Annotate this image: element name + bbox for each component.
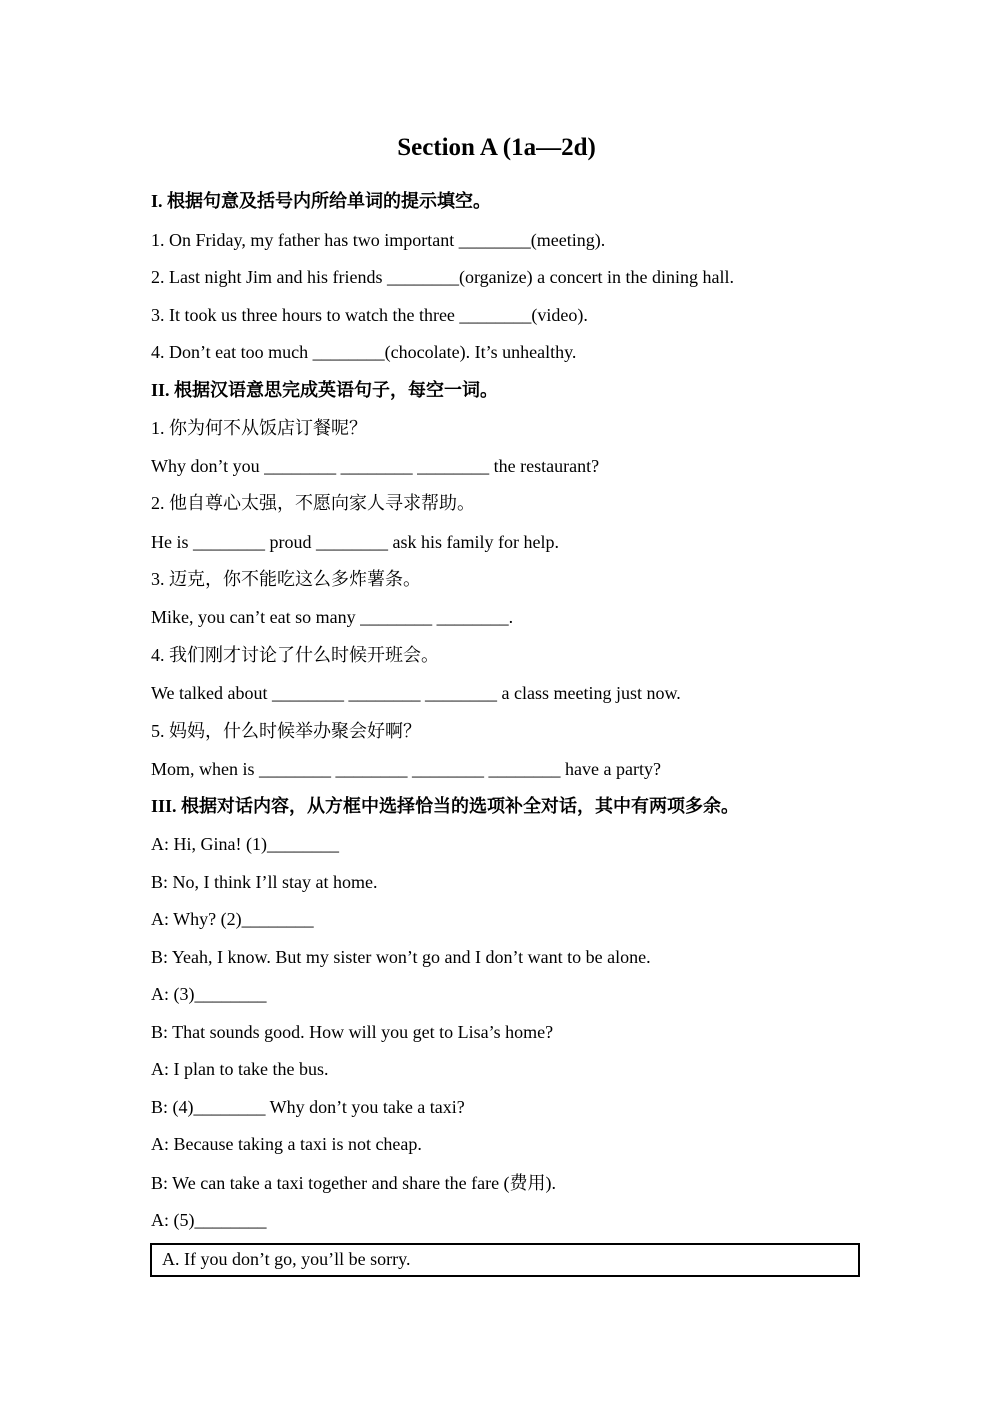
dialogue-line: A: (3)________ (151, 984, 267, 1004)
dialogue-line: A: Hi, Gina! (1)________ (151, 834, 339, 854)
question-2-1-english: Why don’t you ________ ________ ________ the restaurant? (151, 456, 600, 476)
question-2-4-chinese: 4. 我们刚才讨论了什么时候开班会。 (151, 645, 439, 665)
question-2-2-chinese: 2. 他自尊心太强，不愿向家人寻求帮助。 (151, 493, 475, 513)
dialogue-line: A: Because taking a taxi is not cheap. (151, 1134, 422, 1154)
question-2-5-english: Mom, when is ________ ________ ________ ________ have a party? (151, 759, 661, 779)
dialogue-line: B: That sounds good. How will you get to Lisa’s home? (151, 1022, 554, 1042)
options-box (150, 1243, 860, 1277)
dialogue-line: B: (4)________ Why don’t you take a taxi? (151, 1097, 465, 1117)
dialogue-line: A: (5)________ (151, 1210, 267, 1230)
dialogue-line: B: No, I think I’ll stay at home. (151, 872, 378, 892)
question-1-4: 4. Don’t eat too much ________(chocolate). It’s unhealthy. (151, 342, 577, 362)
option-a: A. If you don’t go, you’ll be sorry. (162, 1249, 411, 1269)
section-1-heading: I. 根据句意及括号内所给单词的提示填空。 (151, 191, 492, 211)
question-2-4-english: We talked about ________ ________ ________ a class meeting just now. (151, 683, 681, 703)
section-3-heading: III. 根据对话内容，从方框中选择恰当的选项补全对话，其中有两项多余。 (151, 796, 740, 816)
dialogue-line: B: Yeah, I know. But my sister won’t go and I don’t want to be alone. (151, 947, 651, 967)
section-2-heading: II. 根据汉语意思完成英语句子，每空一词。 (151, 380, 499, 400)
page-title: Section A (1a—2d) (397, 134, 596, 161)
question-1-2: 2. Last night Jim and his friends ________(organize) a concert in the dining hall. (151, 267, 735, 287)
dialogue-line: A: I plan to take the bus. (151, 1059, 329, 1079)
question-1-1: 1. On Friday, my father has two important ________(meeting). (151, 230, 606, 250)
question-2-3-chinese: 3. 迈克，你不能吃这么多炸薯条。 (151, 569, 421, 589)
question-2-1-chinese: 1. 你为何不从饭店订餐呢？ (151, 418, 367, 438)
question-2-2-english: He is ________ proud ________ ask his family for help. (151, 532, 559, 552)
dialogue-line: A: Why? (2)________ (151, 909, 314, 929)
question-2-3-english: Mike, you can’t eat so many ________ ________. (151, 607, 514, 627)
question-1-3: 3. It took us three hours to watch the three ________(video). (151, 305, 588, 325)
question-2-5-chinese: 5. 妈妈，什么时候举办聚会好啊？ (151, 721, 421, 741)
dialogue-line: B: We can take a taxi together and share the fare (费用). (151, 1173, 557, 1193)
